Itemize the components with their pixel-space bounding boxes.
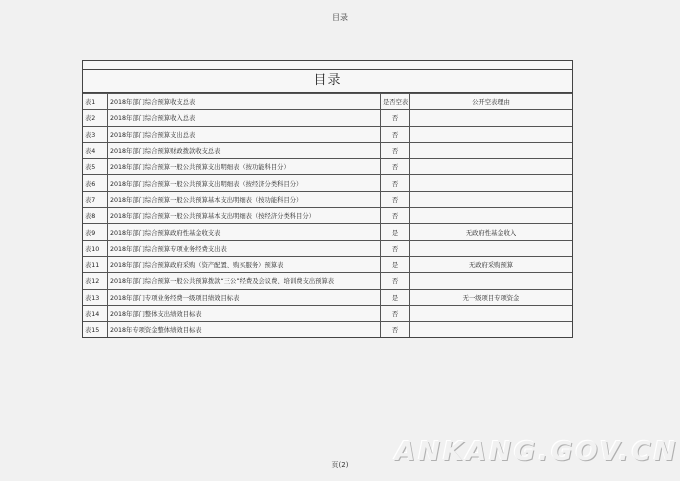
- table-name-cell: 2018年部门综合预算一般公共预算基本支出明细表（按功能科目分）: [108, 191, 381, 207]
- table-row: [83, 159, 572, 175]
- table-name-cell: 2018年部门综合预算政府性基金收支表: [108, 224, 381, 240]
- table-number-cell: 表2: [83, 110, 108, 126]
- empty-flag-cell: 否: [381, 322, 410, 338]
- table-row: [83, 305, 572, 321]
- table-number-cell: 表9: [83, 224, 108, 240]
- table-row: [83, 256, 572, 272]
- reason-cell: 无政府采购预算: [410, 256, 573, 272]
- reason-cell: [410, 110, 573, 126]
- top-margin-band: [83, 61, 572, 70]
- table-number-cell: 表15: [83, 322, 108, 338]
- table-row: [83, 240, 572, 256]
- table-name-cell: 2018年部门综合预算一般公共预算支出明细表（按经济分类科目分）: [108, 175, 381, 191]
- empty-flag-cell: 是: [381, 224, 410, 240]
- empty-flag-cell: 否: [381, 273, 410, 289]
- empty-flag-cell: 否: [381, 175, 410, 191]
- table-name-cell: 2018年部门整体支出绩效目标表: [108, 305, 381, 321]
- empty-flag-cell: 否: [381, 240, 410, 256]
- table-row: [83, 273, 572, 289]
- catalog-table: [83, 93, 572, 337]
- table-row: [83, 110, 572, 126]
- reason-cell: [410, 305, 573, 321]
- table-name-cell: 2018年部门专项业务经费一级项目绩效目标表: [108, 289, 381, 305]
- table-row: [83, 142, 572, 158]
- table-number-cell: 表6: [83, 175, 108, 191]
- table-name-cell: 2018年部门综合预算收入总表: [108, 110, 381, 126]
- table-name-cell: 2018年部门综合预算专项业务经费支出表: [108, 240, 381, 256]
- reason-cell: [410, 159, 573, 175]
- site-watermark: ANKANG.GOV.CN: [395, 437, 679, 467]
- reason-cell: [410, 322, 573, 338]
- empty-flag-cell: 否: [381, 159, 410, 175]
- table-number-cell: 表1: [83, 94, 108, 110]
- table-number-cell: 表4: [83, 142, 108, 158]
- table-row: [83, 175, 572, 191]
- catalog-title: 目录: [83, 70, 572, 93]
- table-row: [83, 94, 572, 110]
- empty-flag-cell: 否: [381, 126, 410, 142]
- empty-flag-cell: 是否空表: [381, 94, 410, 110]
- table-number-cell: 表14: [83, 305, 108, 321]
- reason-cell: [410, 208, 573, 224]
- page-header: 目录: [332, 13, 348, 22]
- reason-cell: [410, 126, 573, 142]
- table-name-cell: 2018年部门综合预算财政拨款收支总表: [108, 142, 381, 158]
- reason-cell: [410, 240, 573, 256]
- table-row: [83, 126, 572, 142]
- empty-flag-cell: 否: [381, 110, 410, 126]
- empty-flag-cell: 否: [381, 305, 410, 321]
- table-name-cell: 2018年部门综合预算政府采购（资产配置、购买服务）预算表: [108, 256, 381, 272]
- table-number-cell: 表12: [83, 273, 108, 289]
- table-number-cell: 表10: [83, 240, 108, 256]
- page-number: 页(2): [331, 461, 349, 469]
- table-row: [83, 208, 572, 224]
- table-name-cell: 2018年部门综合预算一般公共预算支出明细表（按功能科目分）: [108, 159, 381, 175]
- table-row: [83, 224, 572, 240]
- reason-cell: 无政府性基金收入: [410, 224, 573, 240]
- empty-flag-cell: 否: [381, 142, 410, 158]
- empty-flag-cell: 否: [381, 208, 410, 224]
- table-number-cell: 表5: [83, 159, 108, 175]
- reason-cell: [410, 273, 573, 289]
- table-number-cell: 表3: [83, 126, 108, 142]
- empty-flag-cell: 否: [381, 191, 410, 207]
- reason-cell: [410, 191, 573, 207]
- reason-cell: 无一级项目专项资金: [410, 289, 573, 305]
- table-row: [83, 191, 572, 207]
- empty-flag-cell: 是: [381, 256, 410, 272]
- table-name-cell: 2018年部门综合预算收支总表: [108, 94, 381, 110]
- table-name-cell: 2018年部门综合预算支出总表: [108, 126, 381, 142]
- empty-flag-cell: 是: [381, 289, 410, 305]
- catalog-table-frame: [82, 60, 573, 338]
- reason-cell: [410, 175, 573, 191]
- table-name-cell: 2018年部门综合预算一般公共预算基本支出明细表（按经济分类科目分）: [108, 208, 381, 224]
- table-row: [83, 289, 572, 305]
- table-name-cell: 2018年专项资金整体绩效目标表: [108, 322, 381, 338]
- reason-cell: [410, 142, 573, 158]
- reason-cell: 公开空表理由: [410, 94, 573, 110]
- table-number-cell: 表7: [83, 191, 108, 207]
- table-number-cell: 表8: [83, 208, 108, 224]
- table-number-cell: 表13: [83, 289, 108, 305]
- table-name-cell: 2018年部门综合预算一般公共预算拨款“三公”经费及会议费、培训费支出预算表: [108, 273, 381, 289]
- table-number-cell: 表11: [83, 256, 108, 272]
- table-row: [83, 322, 572, 338]
